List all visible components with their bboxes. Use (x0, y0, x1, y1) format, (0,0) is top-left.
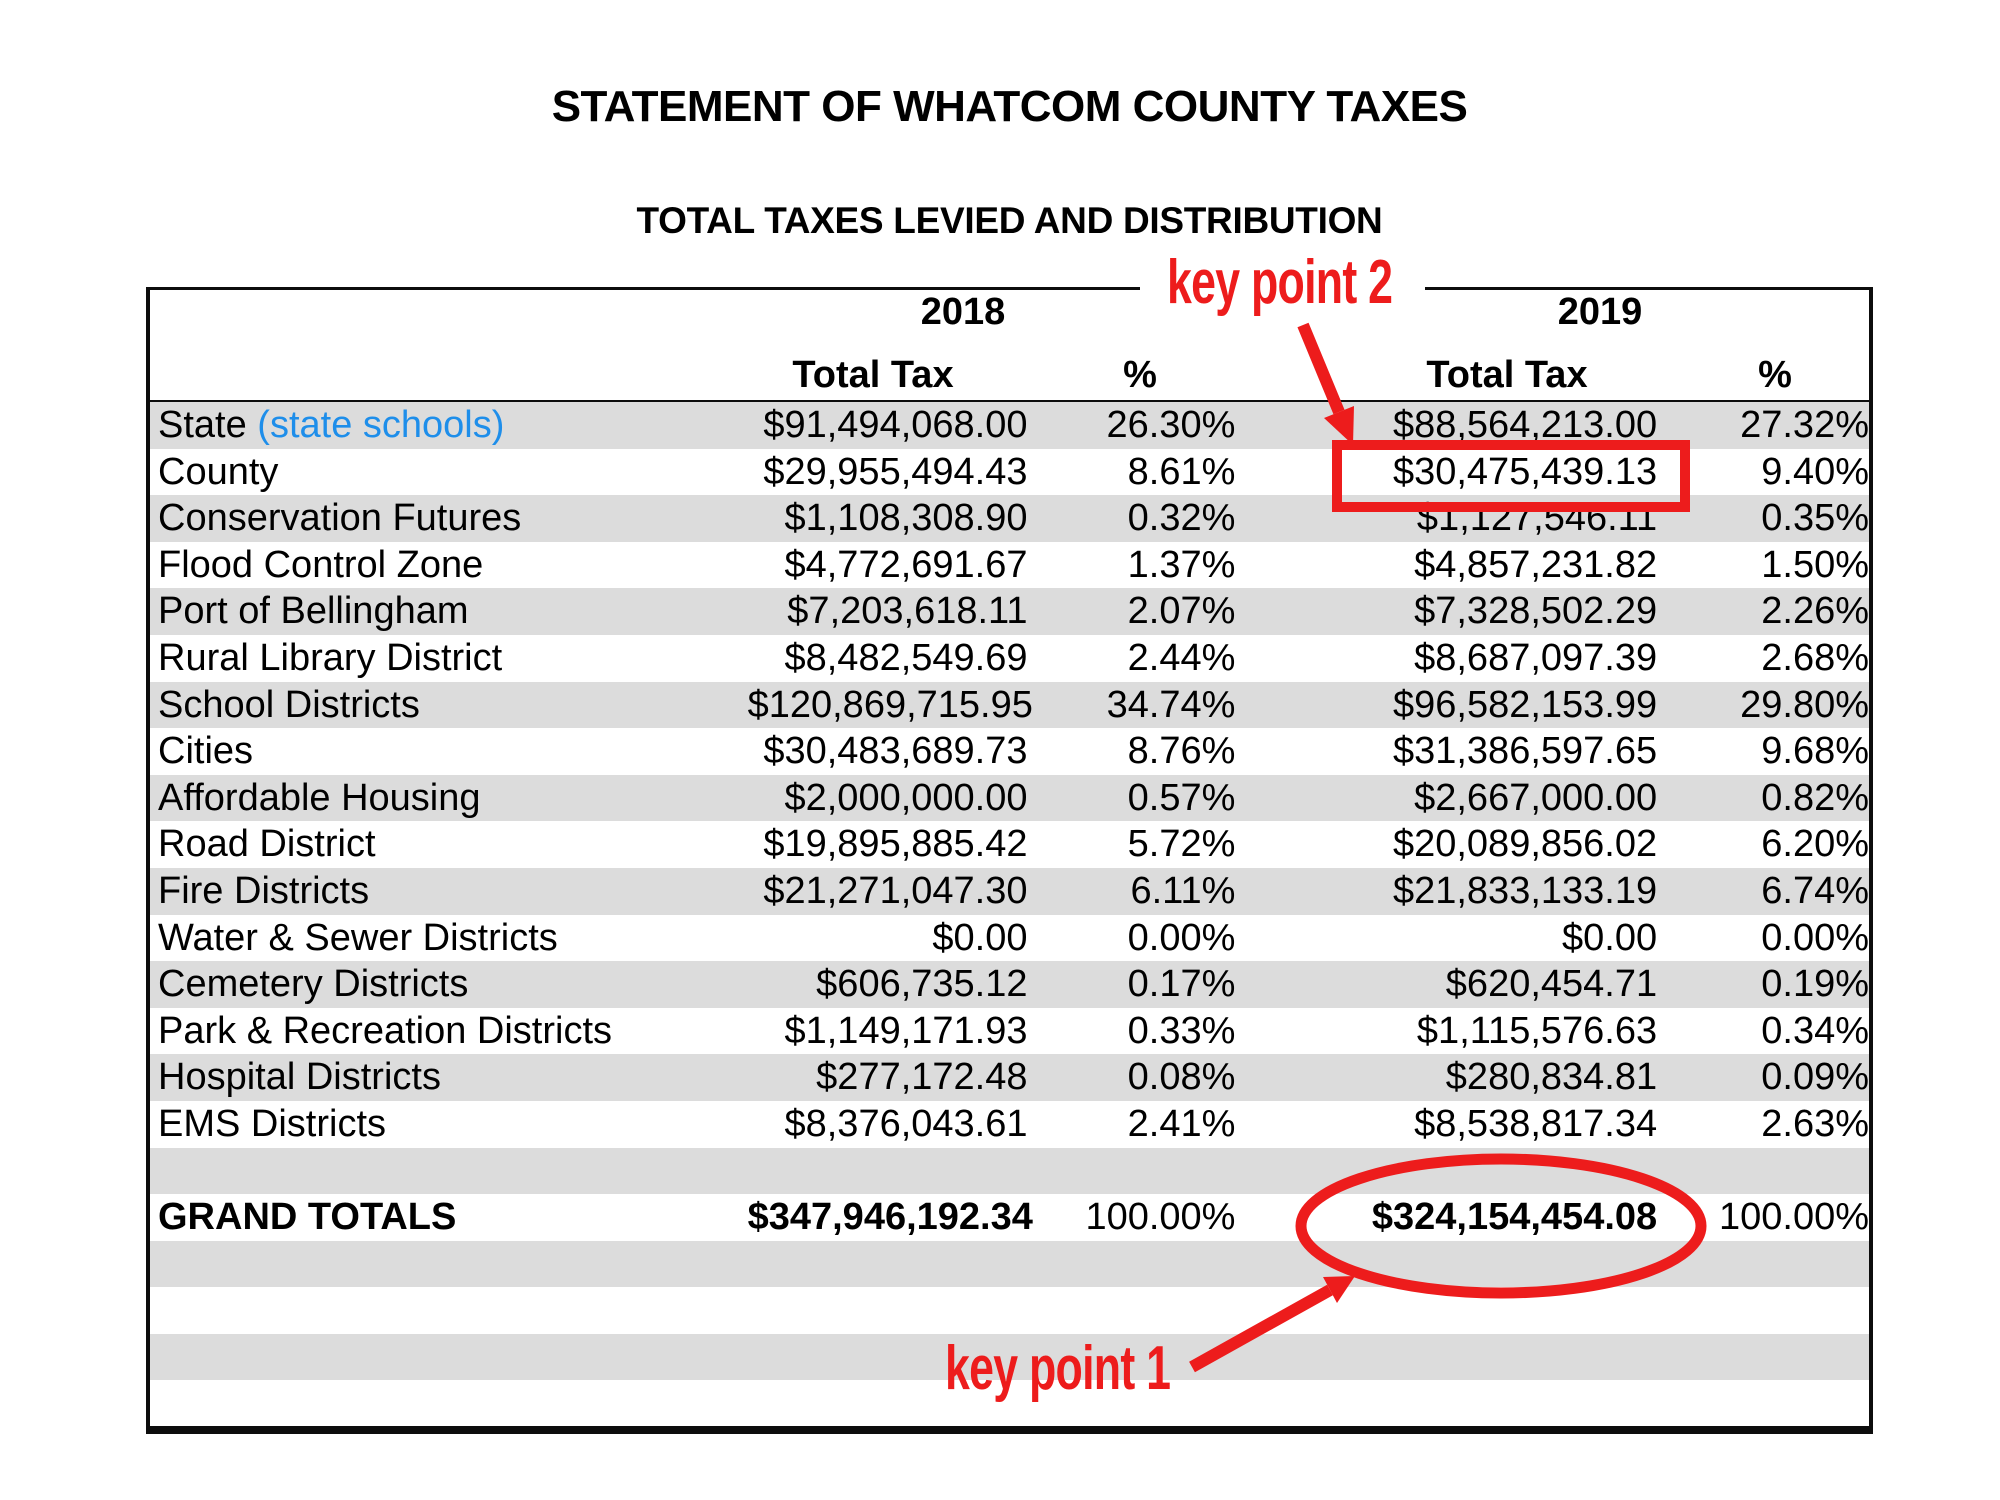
tax-2019-cell: $8,538,817.34 (1414, 1102, 1658, 1145)
table-row (150, 915, 1869, 962)
row-label: GRAND TOTALS (158, 1196, 457, 1239)
row-label (150, 1334, 748, 1381)
row-label: Park & Recreation Districts (158, 1009, 613, 1052)
tax-2018-cell: $8,482,549.69 (784, 636, 1028, 679)
table-row (150, 821, 1869, 868)
pct-2019-cell: 100.00% (1719, 1196, 1870, 1239)
tax-2019-cell (1235, 1148, 1657, 1195)
tax-2018-cell: $91,494,068.00 (763, 404, 1028, 446)
table-border-top-right-segment (1425, 287, 1873, 290)
tax-2019-cell: $0.00 (1562, 916, 1658, 959)
tax-2018-cell (748, 1148, 1028, 1195)
table-row-blank (150, 1287, 1869, 1334)
row-label: Affordable Housing (158, 776, 481, 819)
row-label: School Districts (158, 683, 420, 726)
pct-2019-cell: 0.82% (1761, 776, 1869, 819)
tax-2018-cell: $19,895,885.42 (763, 823, 1028, 866)
table-row (150, 542, 1869, 589)
pct-2019-cell (1657, 1334, 1869, 1381)
pct-2019-cell: 9.68% (1761, 730, 1869, 773)
tax-2018-cell: $347,946,192.34 (747, 1196, 1033, 1239)
pct-2019-cell: 2.68% (1761, 636, 1869, 679)
table-border-right (1869, 287, 1873, 1434)
column-group-year-2019: 2019 (1557, 291, 1643, 333)
tax-2018-cell: $1,149,171.93 (784, 1009, 1028, 1052)
tax-2019-cell: $30,475,439.13 (1392, 450, 1658, 493)
tax-2018-cell: $606,735.12 (816, 963, 1028, 1006)
table-row (150, 1101, 1869, 1148)
pct-2018-cell: 8.61% (1127, 450, 1236, 493)
tax-2018-cell: $4,772,691.67 (784, 543, 1028, 586)
tax-2018-cell: $1,108,308.90 (784, 497, 1028, 540)
pct-2019-cell: 6.20% (1761, 823, 1869, 866)
column-header-pct-2019: % (1758, 354, 1792, 396)
pct-2018-cell: 6.11% (1130, 869, 1236, 912)
tax-2019-cell: $1,127,546.11 (1416, 497, 1658, 540)
pct-2018-cell: 0.33% (1127, 1009, 1236, 1052)
tax-2018-cell: $7,203,618.11 (787, 590, 1028, 633)
tax-2019-cell: $324,154,454.08 (1371, 1196, 1658, 1239)
table-row (150, 775, 1869, 822)
tax-2019-cell: $7,328,502.29 (1414, 590, 1658, 633)
pct-2019-cell (1657, 1287, 1869, 1334)
table-border-bottom (146, 1426, 1873, 1434)
table-row (150, 1008, 1869, 1055)
table-row (150, 635, 1869, 682)
pct-2018-cell: 34.74% (1106, 683, 1236, 726)
page-subtitle: TOTAL TAXES LEVIED AND DISTRIBUTION (636, 200, 1383, 241)
pct-2019-cell: 0.09% (1761, 1056, 1869, 1099)
tax-2018-cell: $277,172.48 (816, 1056, 1028, 1099)
key-point-1-label: key point 1 (945, 1334, 1171, 1403)
tax-2019-cell: $280,834.81 (1445, 1056, 1658, 1099)
row-label (150, 1287, 748, 1334)
column-header-total-tax-2018: Total Tax (792, 354, 954, 396)
tax-2019-cell: $96,582,153.99 (1393, 683, 1658, 726)
table-row (150, 402, 1869, 449)
row-label: Cities (158, 730, 254, 773)
tax-2019-cell: $2,667,000.00 (1414, 776, 1658, 819)
row-label: Hospital Districts (158, 1056, 441, 1099)
row-label-note: (state schools) (246, 404, 505, 446)
tax-2018-cell: $2,000,000.00 (784, 776, 1028, 819)
tax-2019-cell: $88,564,213.00 (1392, 404, 1658, 446)
pct-2018-cell: 8.76% (1127, 730, 1236, 773)
pct-2018-cell: 2.44% (1127, 636, 1236, 679)
pct-2019-cell: 2.26% (1761, 590, 1869, 633)
pct-2019-cell: 29.80% (1740, 683, 1870, 726)
tax-2019-cell: $8,687,097.39 (1414, 636, 1658, 679)
tax-2019-cell: $4,857,231.82 (1414, 543, 1658, 586)
tax-2019-cell: $1,115,576.63 (1416, 1009, 1658, 1052)
row-label: Road District (158, 823, 376, 866)
pct-2018-cell: 0.17% (1127, 963, 1236, 1006)
row-label: Conservation Futures (158, 497, 522, 540)
pct-2019-cell: 27.32% (1740, 404, 1869, 446)
key-point-2-label: key point 2 (1167, 248, 1393, 317)
tax-2019-cell (1235, 1287, 1657, 1334)
table-row (150, 961, 1869, 1008)
tax-2018-cell: $120,869,715.95 (747, 683, 1033, 726)
pct-2019-cell (1657, 1241, 1869, 1288)
pct-2019-cell: 2.63% (1761, 1102, 1869, 1145)
tax-2018-cell: $8,376,043.61 (784, 1102, 1028, 1145)
table-row (150, 682, 1869, 729)
table-row-blank (150, 1148, 1869, 1195)
tax-2019-cell (1235, 1380, 1657, 1427)
tax-2019-cell (1235, 1334, 1657, 1381)
column-header-pct-2018: % (1123, 354, 1157, 396)
tax-2018-cell: $21,271,047.30 (763, 869, 1028, 912)
tax-2019-cell (1235, 1241, 1657, 1288)
table-row (150, 588, 1869, 635)
pct-2018-cell (1028, 1148, 1236, 1195)
row-label: State (state schools) (158, 404, 505, 446)
pct-2019-cell: 0.00% (1761, 916, 1869, 959)
pct-2019-cell: 0.35% (1761, 497, 1869, 540)
pct-2018-cell: 2.07% (1127, 590, 1236, 633)
row-label (150, 1380, 748, 1427)
pct-2018-cell: 1.37% (1127, 543, 1236, 586)
pct-2019-cell (1657, 1380, 1869, 1427)
tax-2019-cell: $620,454.71 (1445, 963, 1658, 1006)
pct-2018-cell: 0.08% (1127, 1056, 1236, 1099)
table-row (150, 868, 1869, 915)
table-row (150, 1054, 1869, 1101)
row-label: EMS Districts (158, 1102, 386, 1145)
tax-2018-cell: $29,955,494.43 (763, 450, 1028, 493)
row-label: Rural Library District (158, 636, 503, 679)
tax-2019-cell: $31,386,597.65 (1392, 730, 1658, 773)
column-header-total-tax-2019: Total Tax (1426, 354, 1588, 396)
table-rows (150, 402, 1869, 1427)
pct-2018-cell: 0.00% (1127, 916, 1236, 959)
pct-2019-cell: 6.74% (1761, 869, 1869, 912)
pct-2018-cell: 0.32% (1127, 497, 1236, 540)
tax-2019-cell: $21,833,133.19 (1392, 869, 1658, 912)
row-label: County (158, 450, 279, 493)
row-label: Flood Control Zone (158, 543, 484, 586)
pct-2018-cell: 5.72% (1127, 823, 1236, 866)
pct-2018-cell: 26.30% (1106, 404, 1236, 446)
tax-2018-cell: $0.00 (932, 916, 1028, 959)
pct-2019-cell: 0.19% (1761, 963, 1869, 1006)
page-title: STATEMENT OF WHATCOM COUNTY TAXES (551, 82, 1468, 131)
row-label: Port of Bellingham (158, 590, 469, 633)
pct-2019-cell: 1.50% (1761, 543, 1869, 586)
pct-2018-cell: 0.57% (1127, 776, 1236, 819)
row-label (150, 1241, 748, 1288)
row-label: Fire Districts (158, 869, 370, 912)
tax-2018-cell (748, 1287, 1028, 1334)
pct-2018-cell: 2.41% (1127, 1102, 1236, 1145)
table-row-blank (150, 1241, 1869, 1288)
pct-2019-cell (1657, 1148, 1869, 1195)
tax-2019-cell: $20,089,856.02 (1392, 823, 1658, 866)
table-row (150, 728, 1869, 775)
pct-2018-cell: 100.00% (1085, 1196, 1236, 1239)
tax-2018-cell (748, 1241, 1028, 1288)
pct-2018-cell (1028, 1241, 1236, 1288)
pct-2019-cell: 0.34% (1761, 1009, 1869, 1052)
table-row (150, 449, 1869, 496)
table-border-top-left-segment (146, 287, 1140, 290)
table-row (150, 495, 1869, 542)
row-label (150, 1148, 748, 1195)
pct-2018-cell (1028, 1287, 1236, 1334)
pct-2019-cell: 9.40% (1761, 450, 1869, 493)
column-group-year-2018: 2018 (920, 291, 1006, 333)
row-label: Water & Sewer Districts (158, 916, 558, 959)
row-label: Cemetery Districts (158, 963, 469, 1006)
tax-2018-cell: $30,483,689.73 (763, 730, 1028, 773)
table-row-grand-totals (150, 1194, 1869, 1241)
